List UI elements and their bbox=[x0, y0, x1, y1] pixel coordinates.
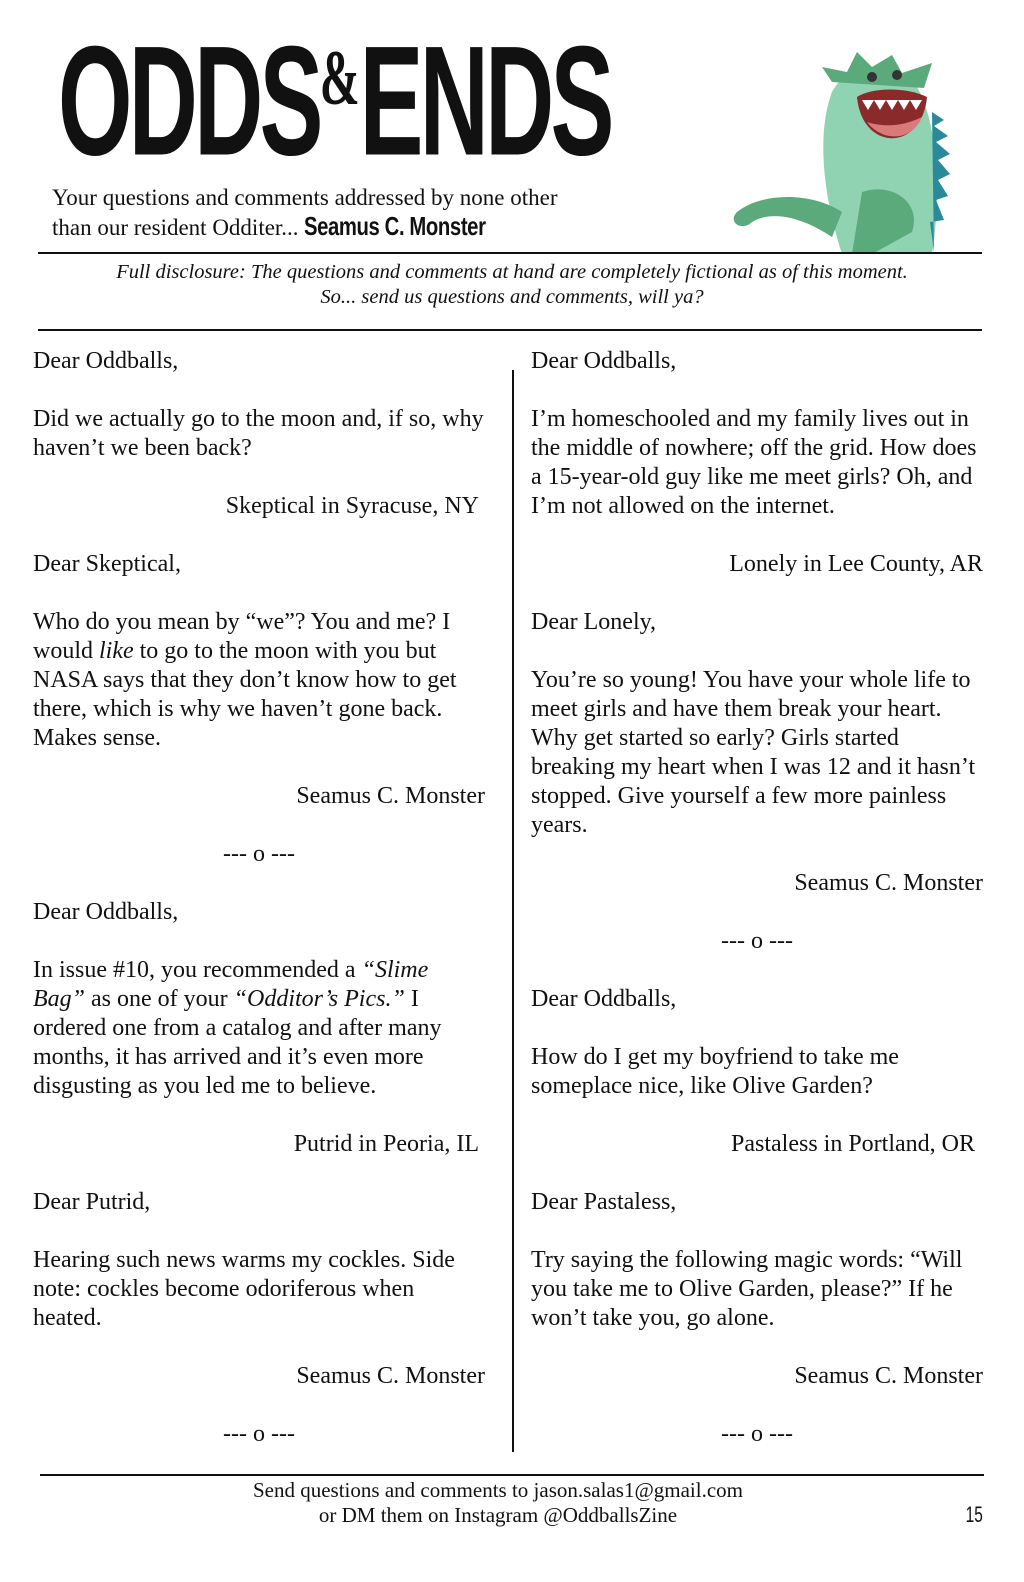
reply-body: Hearing such news warms my cockles. Side note: cockles become odoriferous when heated. bbox=[33, 1247, 455, 1331]
separator: --- o --- bbox=[223, 841, 295, 867]
disclaimer-line-1: Full disclosure: The questions and comments at hand are completely fictional as of this moment. bbox=[116, 261, 908, 283]
tagline bbox=[52, 184, 558, 242]
letter-text: I ordered one from a catalog and after many months, it has arrived and it’s even more disgusting as you led me to believe. bbox=[33, 986, 442, 1099]
resident-name: Seamus C. Monster bbox=[304, 211, 486, 241]
disclaimer-line-2: So... send us questions and comments, will ya? bbox=[320, 286, 704, 308]
reply-emphasis: like bbox=[99, 638, 134, 664]
letter-text: as one of your bbox=[85, 986, 234, 1012]
letter-body: Did we actually go to the moon and, if so, why haven’t we been back? bbox=[33, 406, 484, 461]
sea-monster-illustration bbox=[722, 42, 972, 254]
reply-signoff: Seamus C. Monster bbox=[296, 1363, 485, 1389]
reply-signoff: Seamus C. Monster bbox=[296, 783, 485, 809]
page-number: 15 bbox=[965, 1502, 983, 1527]
reply-body bbox=[33, 608, 485, 753]
letter-signoff: Lonely in Lee County, AR bbox=[729, 551, 983, 577]
right-column bbox=[531, 347, 983, 1478]
reply-text: Who do you mean by “we”? You and me? I would bbox=[33, 609, 451, 664]
title-odds: ODDS bbox=[58, 15, 320, 189]
reply-signoff: Seamus C. Monster bbox=[794, 1363, 983, 1389]
title-ampersand: & bbox=[319, 36, 360, 122]
section-title bbox=[58, 15, 611, 189]
letter-body: How do I get my boyfriend to take me someplace nice, like Olive Garden? bbox=[531, 1044, 899, 1099]
footer-email-line: Send questions and comments to jason.salas1@gmail.com bbox=[252, 1478, 744, 1502]
title-ends: ENDS bbox=[359, 15, 611, 189]
separator: --- o --- bbox=[223, 1421, 295, 1447]
footer-instagram-line: or DM them on Instagram @OddballsZine bbox=[318, 1503, 678, 1527]
letter-greeting: Dear Oddballs, bbox=[531, 348, 677, 374]
letter-greeting: Dear Oddballs, bbox=[33, 348, 179, 374]
letter-signoff: Putrid in Peoria, IL bbox=[293, 1131, 479, 1157]
letter-signoff: Pastaless in Portland, OR bbox=[731, 1131, 975, 1157]
tagline-line-2: than our resident Odditer... bbox=[52, 215, 299, 240]
letter-body: I’m homeschooled and my family lives out in the middle of nowhere; off the grid. How does a 15-year-old guy like me meet girls? Oh, and I’m not allowed on the internet. bbox=[531, 406, 977, 519]
reply-signoff: Seamus C. Monster bbox=[794, 870, 983, 896]
letter-text: In issue #10, you recommended a bbox=[33, 957, 362, 983]
letter-greeting: Dear Oddballs, bbox=[531, 986, 677, 1012]
letter-greeting: Dear Oddballs, bbox=[33, 899, 179, 925]
reply-body: Try saying the following magic words: “Will you take me to Olive Garden, please?” If he won’t take you, go alone. bbox=[531, 1247, 963, 1331]
reply-greeting: Dear Lonely, bbox=[531, 609, 657, 635]
disclaimer-rule bbox=[38, 329, 982, 331]
letter-body bbox=[33, 956, 485, 1101]
separator: --- o --- bbox=[721, 928, 793, 954]
footer-rule bbox=[40, 1474, 984, 1476]
reply-body: You’re so young! You have your whole life to meet girls and have them break your heart. Why get started so early? Girls started breaking my heart when I was 12 and it hasn’t stopped. Give yourself a few more painless years. bbox=[531, 667, 976, 838]
reply-greeting: Dear Putrid, bbox=[33, 1189, 151, 1215]
letter-emphasis: “Odditor’s Pics.” bbox=[233, 986, 405, 1012]
reply-greeting: Dear Pastaless, bbox=[531, 1189, 677, 1215]
letter-emphasis: “Slime Bag” bbox=[33, 957, 429, 1012]
disclaimer bbox=[40, 260, 984, 310]
header-rule bbox=[38, 252, 982, 254]
letter-signoff: Skeptical in Syracuse, NY bbox=[225, 493, 479, 519]
tagline-line-1: Your questions and comments addressed by none other bbox=[52, 185, 558, 210]
footer bbox=[98, 1478, 898, 1528]
separator: --- o --- bbox=[721, 1421, 793, 1447]
reply-greeting: Dear Skeptical, bbox=[33, 551, 181, 577]
reply-text: to go to the moon with you but NASA says that they don’t know how to get there, which is why we haven’t gone back. Makes sense. bbox=[33, 638, 457, 751]
column-divider bbox=[512, 370, 514, 1452]
left-column bbox=[33, 347, 485, 1478]
